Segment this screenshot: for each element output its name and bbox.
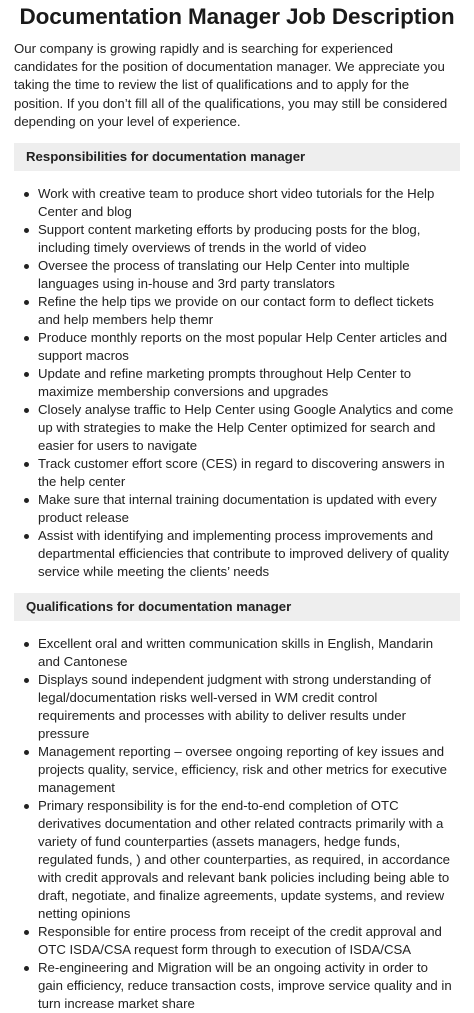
list-item: Re-engineering and Migration will be an ongoing activity in order to gain efficiency, reduce transaction costs, improve service quality and in turn increase market share	[38, 959, 460, 1013]
list-item: Management reporting – oversee ongoing reporting of key issues and projects quality, service, efficiency, risk and other metrics for executive management	[38, 743, 460, 797]
list-item: Primary responsibility is for the end-to-end completion of OTC derivatives documentation and other related contracts primarily with a variety of fund counterparties (assets managers, hedge funds, regulated funds, ) and other counterparties, as required, in accordance with credit approvals and relevant bank policies including being able to draft, negotiate, and finalize agreements, update systems, and review netting opinions	[38, 797, 460, 923]
responsibilities-list	[14, 185, 460, 581]
list-item: Update and refine marketing prompts throughout Help Center to maximize membership conversions and upgrades	[38, 365, 460, 401]
list-item: Make sure that internal training documentation is updated with every product release	[38, 491, 460, 527]
list-item: Responsible for entire process from receipt of the credit approval and OTC ISDA/CSA request form through to execution of ISDA/CSA	[38, 923, 460, 959]
responsibilities-heading: Responsibilities for documentation manager	[14, 143, 460, 171]
list-item: Assist with identifying and implementing process improvements and departmental efficiencies that contribute to improved delivery of quality service while meeting the clients’ needs	[38, 527, 460, 581]
list-item: Support content marketing efforts by producing posts for the blog, including timely overviews of trends in the world of video	[38, 221, 460, 257]
list-item: Work with creative team to produce short video tutorials for the Help Center and blog	[38, 185, 460, 221]
list-item: Refine the help tips we provide on our contact form to deflect tickets and help members help themr	[38, 293, 460, 329]
list-item: Displays sound independent judgment with strong understanding of legal/documentation risks well-versed in WM credit control requirements and processes with ability to deliver results under pressure	[38, 671, 460, 743]
list-item: Closely analyse traffic to Help Center using Google Analytics and come up with strategies to make the Help Center optimized for search and easier for users to navigate	[38, 401, 460, 455]
list-item: Excellent oral and written communication skills in English, Mandarin and Cantonese	[38, 635, 460, 671]
qualifications-heading: Qualifications for documentation manager	[14, 593, 460, 621]
page-title: Documentation Manager Job Description	[19, 4, 455, 29]
list-item: Oversee the process of translating our Help Center into multiple languages using in-house and 3rd party translators	[38, 257, 460, 293]
list-item: Track customer effort score (CES) in regard to discovering answers in the help center	[38, 455, 460, 491]
intro-paragraph: Our company is growing rapidly and is searching for experienced candidates for the position of documentation manager. We appreciate you taking the time to review the list of qualifications and to apply for the position. If you don’t fill all of the qualifications, you may still be considered depending on your level of experience.	[14, 41, 448, 129]
qualifications-list	[14, 635, 460, 1013]
list-item: Produce monthly reports on the most popular Help Center articles and support macros	[38, 329, 460, 365]
